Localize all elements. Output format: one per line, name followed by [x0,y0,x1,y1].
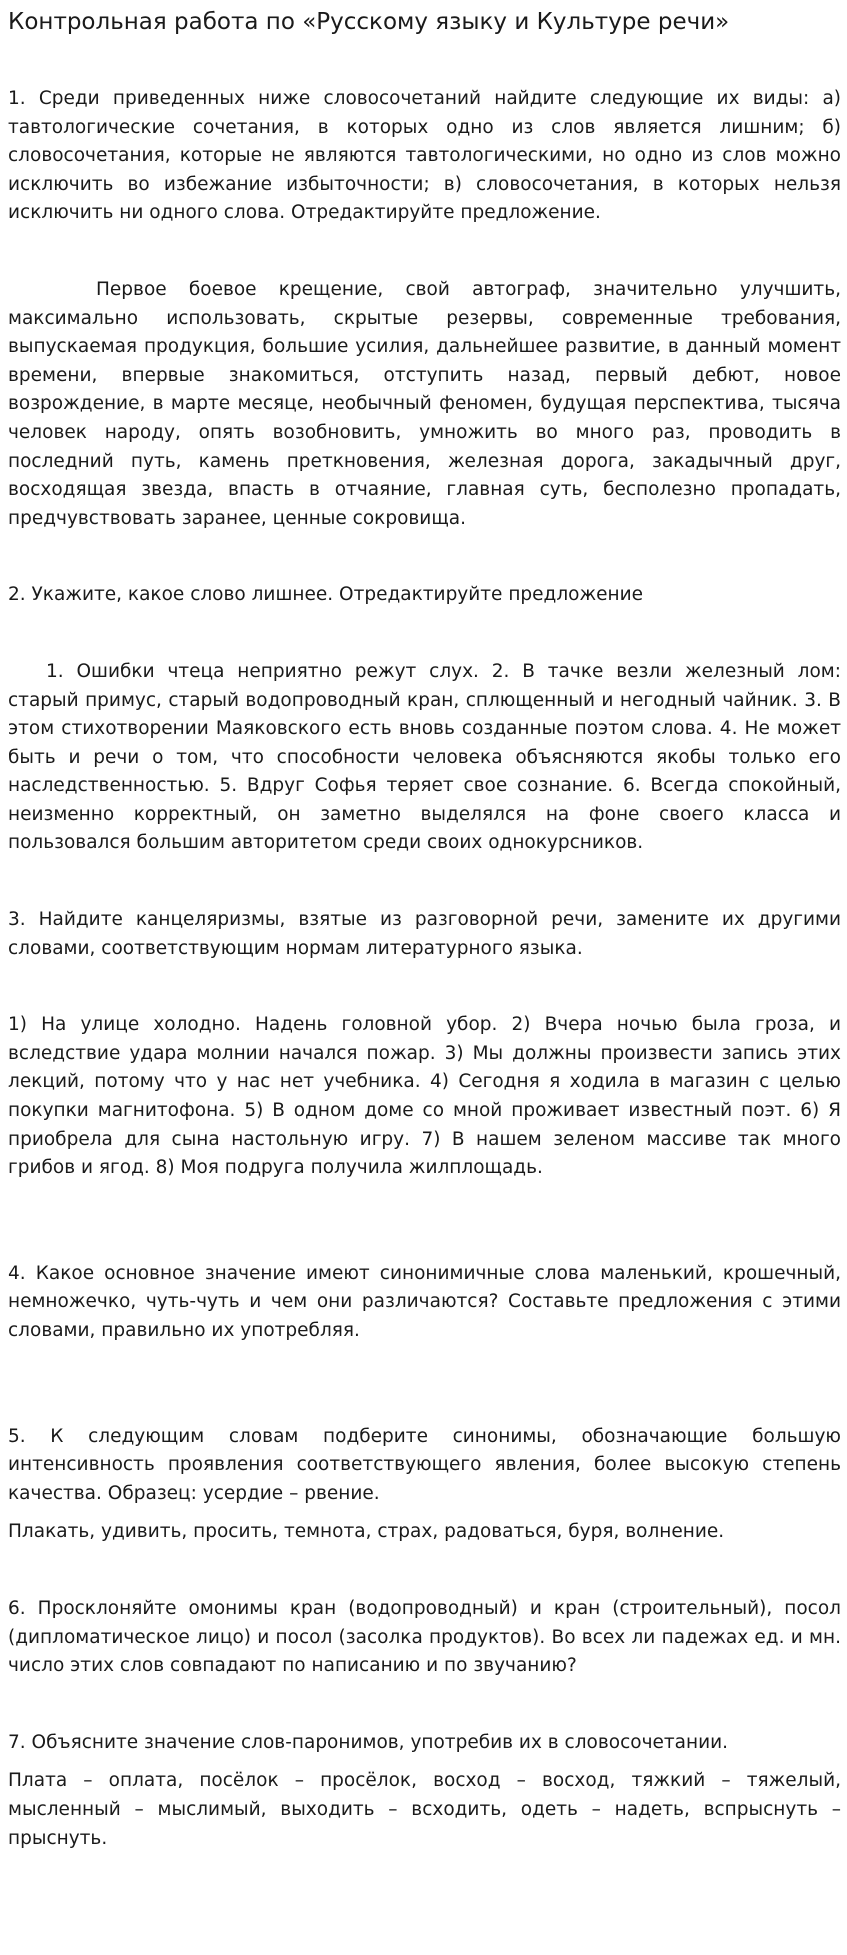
task-1-question: 1. Среди приведенных ниже словосочетаний найдите следующие их виды: а) тавтологические сочетания, в которых одно из слов является лишним; б) словосочетания, которые не являются тавтологическими, но одно из слов можно исключить во избежание избыточности; в) словосочетания, в которых нельзя исключить ни одного слова. Отредактируйте предложение. [8,88,841,224]
task-4-question: 4. Какое основное значение имеют синонимичные слова маленький, крошечный, немножечко, чуть-чуть и чем они различаются? Составьте предложения с этими словами, правильно их употребляя. [8,1262,841,1341]
task-7-word-pairs: Плата – оплата, посёлок – просёлок, восход – восход, тяжкий – тяжелый, мысленный – мыслимый, выходить – всходить, одеть – надеть, вспрыснуть – прыснуть. [8,1770,841,1849]
task-6-question: 6. Просклоняйте омонимы кран (водопроводный) и кран (строительный), посол (дипломатическое лицо) и посол (засолка продуктов). Во всех ли падежах ед. и мн. число этих слов совпадают по написанию и по звучанию? [8,1597,841,1677]
task-5-question: 5. К следующим словам подберите синонимы, обозначающие большую интенсивность проявления соответствующего явления, более высокую степень качества. Образец: усердие – рвение. [8,1425,841,1504]
task-1-word-list: Первое боевое крещение, свой автограф, значительно улучшить, максимально использовать, скрытые резервы, современные требования, выпускаемая продукция, большие усилия, дальнейшее развитие, в данный момент времени, впервые знакомиться, отступить назад, первый дебют, новое возрождение, в марте месяце, необычный феномен, будущая перспектива, тысяча человек народу, опять возобновить, умножить во много раз, проводить в последний путь, камень преткновения, железная дорога, закадычный друг, восходящая звезда, впасть в отчаяние, главная суть, бесполезно пропадать, предчувствовать заранее, ценные сокровища. [8,278,841,529]
task-3-sentences: 1) На улице холодно. Надень головной убор. 2) Вчера ночью была гроза, и вследствие удара молнии начался пожар. 3) Мы должны произвести запись этих лекций, потому что у нас нет учебника. 4) Сегодня я ходила в магазин с целью покупки магнитофона. 5) В одном доме со мной проживает известный поэт. 6) Я приобрела для сына настольную игру. 7) В нашем зеленом массиве так много грибов и ягод. 8) Моя подруга получила жилплощадь. [8,1014,841,1179]
task-2-sentences: 1. Ошибки чтеца неприятно режут слух. 2. В тачке везли железный лом: старый примус, старый водопроводный кран, сплющенный и негодный чайник. 3. В этом стихотворении Маяковского есть вновь созданные поэтом слова. 4. Не может быть и речи о том, что способности человека объясняются якобы только его наследственностью. 5. Вдруг Софья теряет свое сознание. 6. Всегда спокойный, неизменно корректный, он заметно выделялся на фоне своего класса и пользовался большим авторитетом среди своих однокурсников. [8,660,841,854]
task-5-word-list: Плакать, удивить, просить, темнота, страх, радоваться, буря, волнение. [8,1521,725,1543]
task-7-question: 7. Объясните значение слов-паронимов, употребив их в словосочетании. [8,1731,729,1753]
task-3-question: 3. Найдите канцеляризмы, взятые из разговорной речи, замените их другими словами, соответствующим нормам литературного языка. [8,909,841,959]
task-2-question: 2. Укажите, какое слово лишнее. Отредактируйте предложение [8,584,644,606]
document-title: Контрольная работа по «Русскому языку и Культуре речи» [8,9,730,35]
